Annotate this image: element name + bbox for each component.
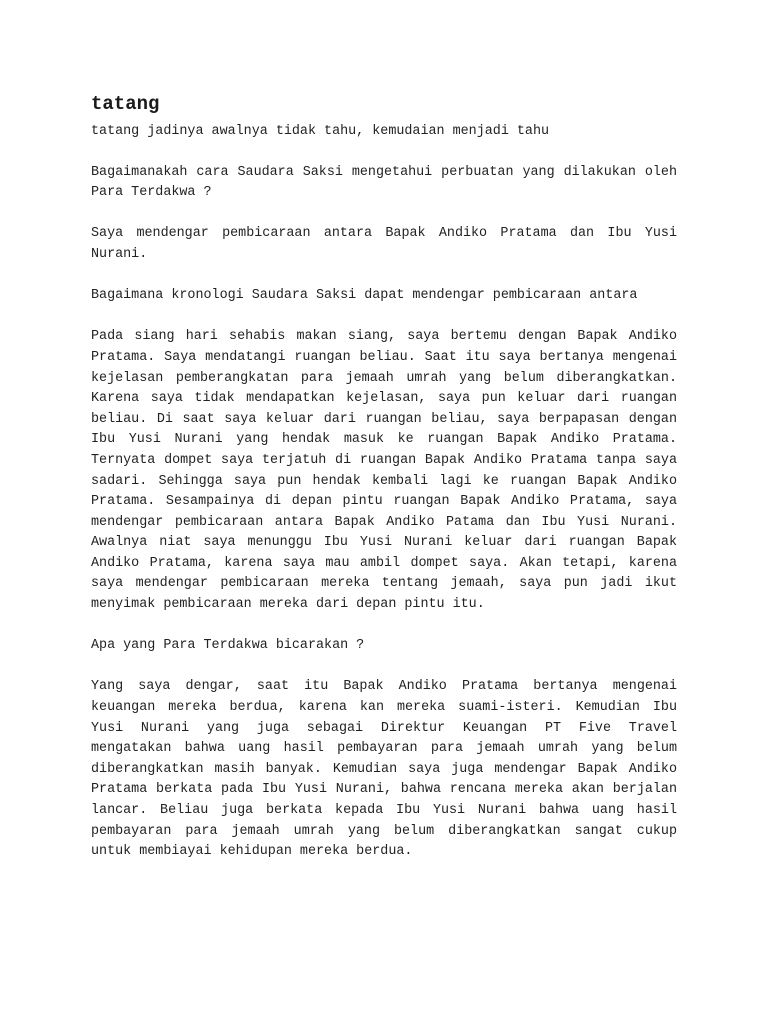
question-paragraph: Apa yang Para Terdakwa bicarakan ? [91, 638, 365, 654]
answer-paragraph: Yang saya dengar, saat itu Bapak Andiko Pratama bertanya mengenai keuangan mereka berdua, karena kan mereka suami-isteri. Kemudian Ibu Yusi Nurani yang juga sebagai Direktur Keuangan PT Five Travel mengatakan bahwa uang hasil pembayaran para jemaah umrah yang belum diberangkatkan masih banyak. Kemudian saya juga mendengar Bapak Andiko Pratama berkata pada Ibu Yusi Nurani, bahwa rencana mereka akan berjalan lancar. Beliau juga berkata kepada Ibu Yusi Nurani bahwa uang hasil pembayaran para jemaah umrah yang belum diberangkatkan sangat cukup untuk membiayai kehidupan mereka berdua. [91, 679, 677, 860]
question-paragraph: Bagaimanakah cara Saudara Saksi mengetahui perbuatan yang dilakukan oleh Para Terdakwa ? [91, 164, 677, 201]
question-paragraph: Bagaimana kronologi Saudara Saksi dapat mendengar pembicaraan antara [91, 288, 638, 304]
document-title: tatang [91, 93, 160, 115]
document-page [91, 92, 677, 883]
answer-paragraph: Saya mendengar pembicaraan antara Bapak Andiko Pratama dan Ibu Yusi Nurani. [91, 226, 677, 262]
document-subtitle: tatang jadinya awalnya tidak tahu, kemudaian menjadi tahu [91, 124, 550, 139]
answer-paragraph: Pada siang hari sehabis makan siang, saya bertemu dengan Bapak Andiko Pratama. Saya mendatangi ruangan beliau. Saat itu saya bertanya mengenai kejelasan pemberangkatan para jemaah umrah yang belum diberangkatkan. Karena saya tidak mendapatkan kejelasan, saya pun keluar dari ruangan beliau. Di saat saya keluar dari ruangan beliau, saya berpapasan dengan Ibu Yusi Nurani yang hendak masuk ke ruangan Bapak Andiko Pratama. Ternyata dompet saya terjatuh di ruangan Bapak Andiko Pratama tanpa saya sadari. Sehingga saya pun hendak kembali lagi ke ruangan Bapak Andiko Pratama. Sesampainya di depan pintu ruangan Bapak Andiko Pratama, saya mendengar pembicaraan antara Bapak Andiko Patama dan Ibu Yusi Nurani. Awalnya niat saya menunggu Ibu Yusi Nurani keluar dari ruangan Bapak Andiko Pratama, karena saya mau ambil dompet saya. Akan tetapi, karena saya mendengar pembicaraan mereka tentang jemaah, saya pun jadi ikut menyimak pembicaraan mereka dari depan pintu itu. [91, 329, 677, 613]
